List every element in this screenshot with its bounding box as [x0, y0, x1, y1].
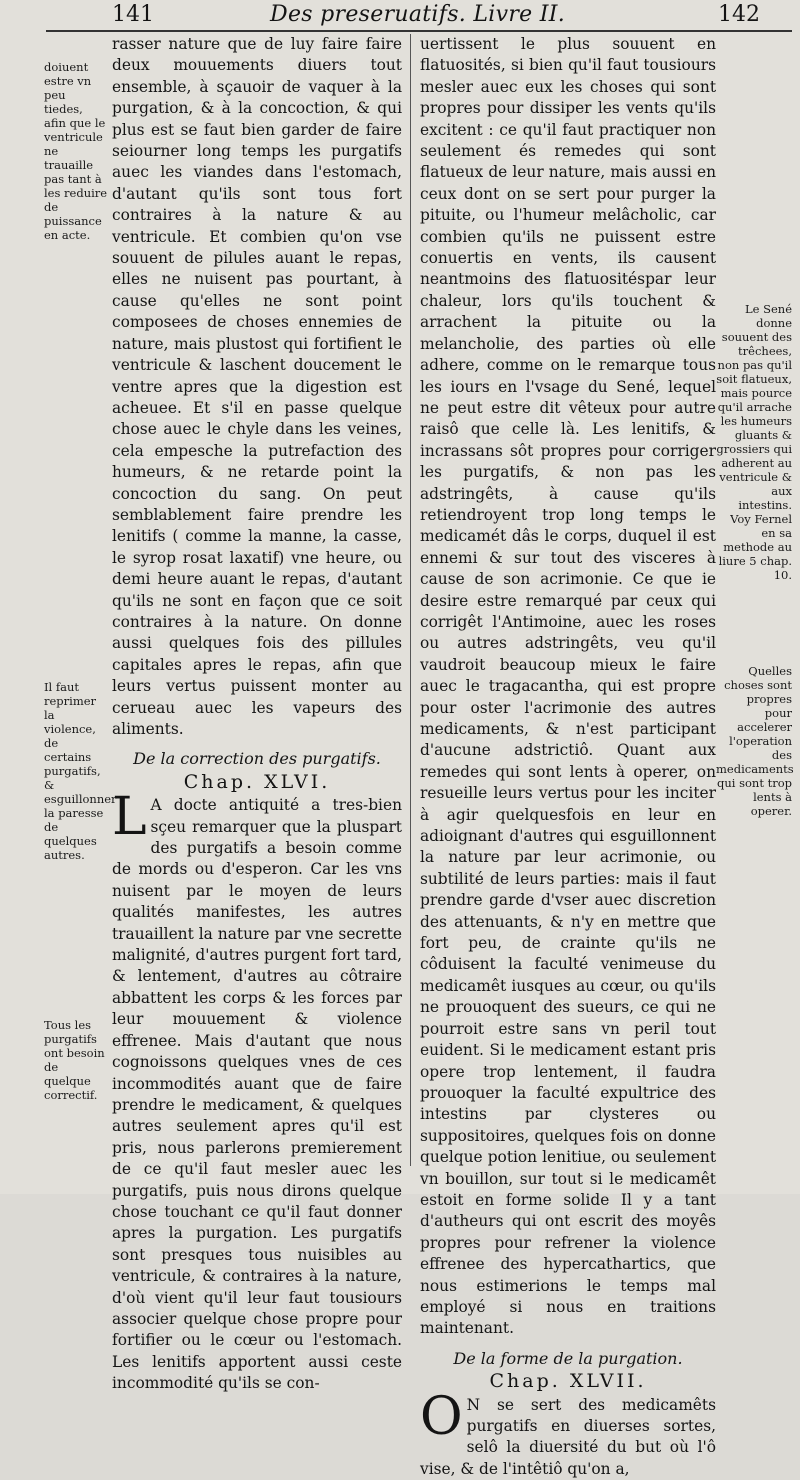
right-paragraph-2-text: N se sert des medicamêts purgatifs en diuerses sortes, selô la diuersité du but où l'ô vise, & de l'intêtiô qu'on a, — [420, 1395, 716, 1478]
page-number-right: 142 — [718, 2, 760, 27]
left-paragraph-2-text: A docte antiquité a tres-bien sçeu remarquer que la pluspart des purgatifs a besoin comme de mords ou d'esperon. Car les vns nuisent par le moyen de leurs qualités manifestes, les autres trauaillent la nature par vne secrette malignité, d'autres purgent fort tard, & lentement, d'autres au côtraire abbattent les corps & les forces par leur mouuement & violence effrenee. Mais d'autant que nous cognoissons quelques vnes de ces incommodités auant que de faire prendre le medicament, & quelques autres seulement apres qu'il est pris, nous parlerons premierement de ce qu'il faut mesler auec les purgatifs, puis nous dirons quelque chose touchant ce qu'il faut donner apres la purgation. Les purgatifs sont presques tous nuisibles au ventricule, & contraires à la nature, d'où vient qu'il leur faut tousiours associer quelque chose propre pour fortifier ou le cœur ou l'estomach. Les lenitifs apportent aussi ceste incommodité qu'ils se con- — [112, 796, 402, 1393]
chapter-heading-46: Chap. XLVI. — [183, 770, 331, 793]
running-title: Des preseruatifs. Livre II. — [270, 2, 566, 27]
margin-note-left-3: Tous les purgatifs ont besoin de quelque correctif. — [44, 1018, 105, 1102]
left-column-top — [112, 34, 402, 1395]
right-paragraph-2 — [420, 1386, 716, 1480]
section-heading-correction: De la correction des purgatifs. — [133, 749, 381, 769]
column-divider — [410, 34, 411, 1166]
page-number-left: 141 — [112, 2, 154, 27]
margin-note-right-2: Quelles choses sont propres pour accelerer l'operation des medicaments qui sont trop lents à operer. — [716, 664, 794, 818]
drop-cap-l: L — [112, 787, 147, 848]
right-paragraph-1: uertissent le plus souuent en flatuosités, si bien qu'il faut tousiours mesler auec eux les choses qui sont propres pour dissiper les vents qu'ils excitent : ce qu'il faut practiquer non seulement és remedes qui sont flatueux de leur nature, mais aussi en ceux dont on se sert pour purger la pituite, ou l'humeur melâcholic, car combien qu'ils ne puissent estre conuertis en vents, ils causent neantmoins des flatuositéspar leur chaleur, lors qu'ils touchent & arrachent la pituite ou la melancholie, des parties où elle adhere, comme on le remarque tous les iours en l'vsage du Sené, lequel ne peut estre dit vêteux pour autre raisô que celle là. Les lenitifs, & incrassans sôt propres pour corriger les purgatifs, & non pas les adstringêts, à cause qu'ils retiendroyent trop long temps le medicamét dâs le corps, duquel il est ennemi & sur tout des visceres à cause de son acrimonie. Ce que ie desire estre remarqué par ceux qui corrigêt l'Antimoine, auec les roses ou autres adstringêts, veu qu'il vaudroit beaucoup mieux le faire auec le tragacantha, qui est propre pour oster l'acrimonie des autres medicaments, & n'est participant d'aucune adstrictiô. Quant aux remedes qui sont lents à operer, on resueille leurs vertus pour les inciter à agir quelquesfois en leur en adioignant d'autres qui esguillonnent la nature par leur acrimonie, ou subtilité de leurs parties: mais il faut prendre garde d'vser auec discretion des attenuants, & n'y en mettre que fort peu, de crainte qu'ils ne côduisent la faculté venimeuse du medicamêt iusques au cœur, ou qu'ils ne prouoquent des sueurs, ce qui ne pourroit estre sans vn peril tout euident. Si le medicament estant pris opere trop lentement, il faudra prouoquer la faculté expultrice des intestins par clysteres ou suppositoires, quelques fois on donne quelque potion lenitiue, ou seulement vn bouillon, sur tout si le medicamêt estoit en forme solide Il y a tant d'autheurs qui ont escrit des moyês propres pour refrener la violence effrenee des hypercathartics, que nous estimerions le temps mal employé si nous en traitions maintenant. — [420, 35, 716, 1338]
left-paragraph-2 — [112, 787, 402, 1394]
page-header — [0, 2, 800, 30]
margin-note-left-2: Il faut reprimer la violence, de certains purgatifs, & esguillonner la paresse de quelques autres. — [44, 680, 117, 862]
right-column — [420, 34, 716, 1480]
drop-cap-o: O — [420, 1386, 463, 1447]
chapter-heading-47: Chap. XLVII. — [489, 1370, 647, 1393]
margin-note-right-1: Le Sené donne souuent des trêchees, non pas qu'il soit flatueux, mais pource qu'il arrache les humeurs gluants & grossiers qui adherent au ventricule & aux intestins. Voy Fernel en sa methode au liure 5 chap. 10. — [716, 302, 792, 582]
margin-note-left-1: doiuent estre vn peu tiedes, afin que le ventricule ne trauaille pas tant à les reduire de puissance en acte. — [44, 60, 108, 242]
header-rule — [46, 30, 792, 32]
section-heading-forme: De la forme de la purgation. — [453, 1348, 683, 1368]
left-paragraph-1: rasser nature que de luy faire faire deux mouuements diuers tout ensemble, à sçauoir de vaquer à la purgation, & à la concoction, & qui plus est se faut bien garder de faire seiourner long temps les purgatifs auec les viandes dans l'estomach, d'autant qu'ils sont tous fort contraires à la nature & au ventricule. Et combien qu'on vse souuent de pilules auant le repas, elles ne nuisent pas pourtant, à cause qu'elles ne sont point composees de choses ennemies de nature, mais plustost qui fortifient le ventricule & laschent doucement le ventre apres que la digestion est acheuee. Et s'il en passe quelque chose auec le chyle dans les veines, cela empesche la putrefaction des humeurs, & ne retarde point la concoction du sang. On peut semblablement faire prendre les lenitifs ( comme la manne, la casse, le syrop rosat laxatif) vne heure, ou demi heure auant le repas, d'autant qu'ils ne sont en façon que ce soit contraires à la nature. On donne aussi quelques fois des pillules capitales apres le repas, afin que leurs vertus puissent monter au cerueau auec les vapeurs des aliments. — [112, 35, 402, 738]
